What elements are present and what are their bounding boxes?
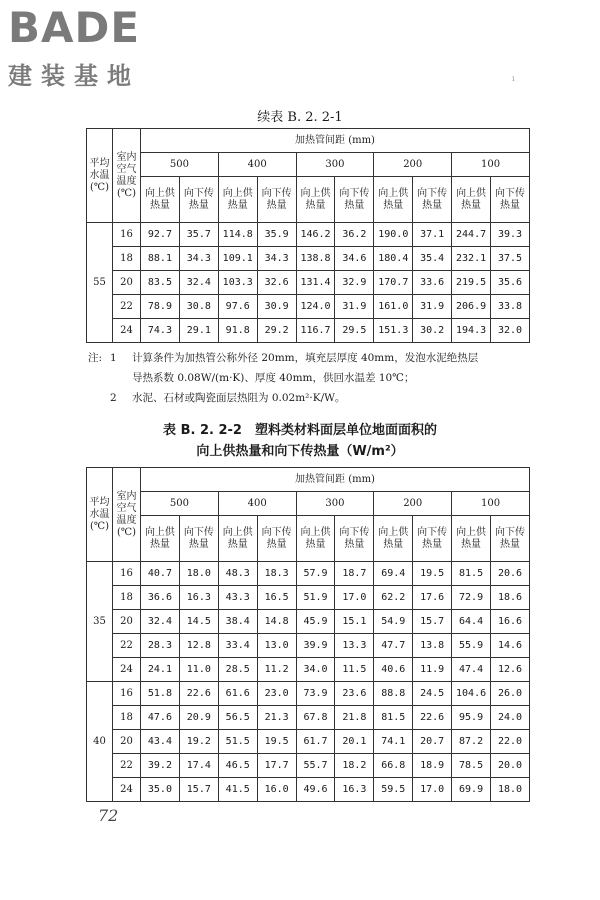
up-heat-cell: 47.7	[374, 634, 413, 658]
header-up-heat: 向上供热量	[374, 177, 413, 223]
up-heat-cell: 69.4	[374, 562, 413, 586]
down-heat-cell: 15.7	[413, 610, 452, 634]
up-heat-cell: 57.9	[296, 562, 335, 586]
up-heat-cell: 91.8	[218, 319, 257, 343]
down-heat-cell: 35.7	[179, 223, 218, 247]
down-heat-cell: 33.6	[413, 271, 452, 295]
up-heat-cell: 73.9	[296, 682, 335, 706]
note-line	[88, 348, 568, 368]
table1-caption: 续表 B. 2. 2-1	[257, 110, 343, 125]
room-temp-cell: 18	[113, 586, 141, 610]
up-heat-cell: 244.7	[452, 223, 491, 247]
up-heat-cell: 131.4	[296, 271, 335, 295]
down-heat-cell: 14.6	[491, 634, 530, 658]
header-down-heat: 向下传热量	[335, 516, 374, 562]
down-heat-cell: 18.6	[491, 586, 530, 610]
down-heat-cell: 37.5	[491, 247, 530, 271]
header-pipe-spacing: 加热管间距 (mm)	[141, 129, 530, 153]
table-row	[87, 295, 530, 319]
header-spacing-400: 400	[218, 492, 296, 516]
down-heat-cell: 13.8	[413, 634, 452, 658]
note-label	[88, 368, 110, 388]
up-heat-cell: 39.9	[296, 634, 335, 658]
down-heat-cell: 34.3	[179, 247, 218, 271]
header-up-heat: 向上供热量	[141, 177, 180, 223]
note-line	[88, 368, 568, 388]
table1-notes	[88, 348, 568, 408]
down-heat-cell: 29.2	[257, 319, 296, 343]
header-up-heat: 向上供热量	[218, 177, 257, 223]
table-row	[87, 319, 530, 343]
margin-mark: ı	[512, 74, 515, 83]
up-heat-cell: 161.0	[374, 295, 413, 319]
up-heat-cell: 190.0	[374, 223, 413, 247]
down-heat-cell: 24.0	[491, 706, 530, 730]
header-spacing-200: 200	[374, 153, 452, 177]
up-heat-cell: 35.0	[141, 778, 180, 802]
up-heat-cell: 151.3	[374, 319, 413, 343]
table-b-2-2-2	[86, 467, 530, 802]
down-heat-cell: 11.0	[179, 658, 218, 682]
down-heat-cell: 19.2	[179, 730, 218, 754]
up-heat-cell: 47.6	[141, 706, 180, 730]
up-heat-cell: 48.3	[218, 562, 257, 586]
table-row	[87, 610, 530, 634]
up-heat-cell: 46.5	[218, 754, 257, 778]
down-heat-cell: 14.8	[257, 610, 296, 634]
header-pipe-spacing: 加热管间距 (mm)	[141, 468, 530, 492]
up-heat-cell: 28.3	[141, 634, 180, 658]
up-heat-cell: 34.0	[296, 658, 335, 682]
up-heat-cell: 104.6	[452, 682, 491, 706]
up-heat-cell: 72.9	[452, 586, 491, 610]
down-heat-cell: 20.6	[491, 562, 530, 586]
note-text: 导热系数 0.08W/(m·K)、厚度 40mm，供回水温差 10℃；	[132, 372, 415, 384]
down-heat-cell: 12.8	[179, 634, 218, 658]
up-heat-cell: 33.4	[218, 634, 257, 658]
note-text: 水泥、石材或陶瓷面层热阻为 0.02m²·K/W。	[132, 392, 346, 404]
logo-wordmark: BADE	[8, 3, 141, 52]
down-heat-cell: 17.6	[413, 586, 452, 610]
down-heat-cell: 22.6	[179, 682, 218, 706]
table-row	[87, 730, 530, 754]
up-heat-cell: 56.5	[218, 706, 257, 730]
up-heat-cell: 28.5	[218, 658, 257, 682]
room-temp-cell: 16	[113, 562, 141, 586]
down-heat-cell: 29.1	[179, 319, 218, 343]
up-heat-cell: 47.4	[452, 658, 491, 682]
down-heat-cell: 18.0	[491, 778, 530, 802]
header-down-heat: 向下传热量	[491, 177, 530, 223]
down-heat-cell: 23.6	[335, 682, 374, 706]
header-down-heat: 向下传热量	[179, 516, 218, 562]
up-heat-cell: 95.9	[452, 706, 491, 730]
down-heat-cell: 18.3	[257, 562, 296, 586]
header-down-heat: 向下传热量	[257, 177, 296, 223]
up-heat-cell: 61.7	[296, 730, 335, 754]
header-spacing-300: 300	[296, 153, 374, 177]
note-label	[88, 388, 110, 408]
room-temp-cell: 22	[113, 634, 141, 658]
up-heat-cell: 114.8	[218, 223, 257, 247]
up-heat-cell: 43.3	[218, 586, 257, 610]
up-heat-cell: 138.8	[296, 247, 335, 271]
up-heat-cell: 81.5	[452, 562, 491, 586]
room-temp-cell: 20	[113, 271, 141, 295]
down-heat-cell: 23.0	[257, 682, 296, 706]
up-heat-cell: 88.1	[141, 247, 180, 271]
room-temp-cell: 24	[113, 778, 141, 802]
up-heat-cell: 116.7	[296, 319, 335, 343]
down-heat-cell: 16.5	[257, 586, 296, 610]
room-temp-cell: 24	[113, 319, 141, 343]
header-up-heat: 向上供热量	[141, 516, 180, 562]
header-up-heat: 向上供热量	[452, 516, 491, 562]
up-heat-cell: 51.9	[296, 586, 335, 610]
table-row	[87, 247, 530, 271]
down-heat-cell: 24.5	[413, 682, 452, 706]
table2-caption-line2: 向上供热量和向下传热量（W/m²）	[196, 444, 404, 459]
up-heat-cell: 39.2	[141, 754, 180, 778]
up-heat-cell: 43.4	[141, 730, 180, 754]
table-row	[87, 682, 530, 706]
down-heat-cell: 17.0	[335, 586, 374, 610]
up-heat-cell: 78.9	[141, 295, 180, 319]
down-heat-cell: 13.0	[257, 634, 296, 658]
down-heat-cell: 18.0	[179, 562, 218, 586]
room-temp-cell: 24	[113, 658, 141, 682]
up-heat-cell: 103.3	[218, 271, 257, 295]
up-heat-cell: 109.1	[218, 247, 257, 271]
up-heat-cell: 92.7	[141, 223, 180, 247]
room-temp-cell: 20	[113, 610, 141, 634]
up-heat-cell: 97.6	[218, 295, 257, 319]
down-heat-cell: 11.5	[335, 658, 374, 682]
table-row	[87, 223, 530, 247]
up-heat-cell: 146.2	[296, 223, 335, 247]
header-room-air-temp: 室内空气温度(℃)	[113, 468, 141, 562]
up-heat-cell: 219.5	[452, 271, 491, 295]
header-spacing-200: 200	[374, 492, 452, 516]
up-heat-cell: 170.7	[374, 271, 413, 295]
header-avg-water-temp: 平均水温(℃)	[87, 129, 113, 223]
up-heat-cell: 66.8	[374, 754, 413, 778]
down-heat-cell: 16.6	[491, 610, 530, 634]
logo-subtitle: 建装基地	[8, 62, 140, 90]
up-heat-cell: 83.5	[141, 271, 180, 295]
down-heat-cell: 15.7	[179, 778, 218, 802]
up-heat-cell: 78.5	[452, 754, 491, 778]
down-heat-cell: 39.3	[491, 223, 530, 247]
header-spacing-400: 400	[218, 153, 296, 177]
down-heat-cell: 17.0	[413, 778, 452, 802]
up-heat-cell: 54.9	[374, 610, 413, 634]
up-heat-cell: 45.9	[296, 610, 335, 634]
header-up-heat: 向上供热量	[296, 177, 335, 223]
up-heat-cell: 74.1	[374, 730, 413, 754]
down-heat-cell: 20.9	[179, 706, 218, 730]
room-temp-cell: 18	[113, 247, 141, 271]
room-temp-cell: 16	[113, 682, 141, 706]
up-heat-cell: 180.4	[374, 247, 413, 271]
note-number: 2	[110, 392, 117, 404]
down-heat-cell: 31.9	[335, 295, 374, 319]
up-heat-cell: 124.0	[296, 295, 335, 319]
down-heat-cell: 32.0	[491, 319, 530, 343]
up-heat-cell: 51.5	[218, 730, 257, 754]
down-heat-cell: 32.9	[335, 271, 374, 295]
header-down-heat: 向下传热量	[413, 516, 452, 562]
note-label: 注:	[88, 352, 103, 364]
down-heat-cell: 18.9	[413, 754, 452, 778]
table-row	[87, 562, 530, 586]
header-up-heat: 向上供热量	[296, 516, 335, 562]
table2-caption-line1: 表 B. 2. 2-2 塑料类材料面层单位地面面积的	[163, 423, 437, 438]
down-heat-cell: 30.9	[257, 295, 296, 319]
down-heat-cell: 31.9	[413, 295, 452, 319]
header-room-air-temp: 室内空气温度(℃)	[113, 129, 141, 223]
avg-water-temp-cell: 55	[87, 223, 113, 343]
page-number: 72	[98, 806, 119, 825]
up-heat-cell: 81.5	[374, 706, 413, 730]
header-spacing-500: 500	[141, 492, 219, 516]
header-spacing-300: 300	[296, 492, 374, 516]
avg-water-temp-cell: 35	[87, 562, 113, 682]
down-heat-cell: 21.8	[335, 706, 374, 730]
note-line	[88, 388, 568, 408]
table-b-2-2-1-continued	[86, 128, 530, 343]
down-heat-cell: 36.2	[335, 223, 374, 247]
up-heat-cell: 49.6	[296, 778, 335, 802]
down-heat-cell: 11.2	[257, 658, 296, 682]
header-down-heat: 向下传热量	[179, 177, 218, 223]
up-heat-cell: 38.4	[218, 610, 257, 634]
table-row	[87, 658, 530, 682]
up-heat-cell: 51.8	[141, 682, 180, 706]
up-heat-cell: 74.3	[141, 319, 180, 343]
down-heat-cell: 19.5	[413, 562, 452, 586]
bade-logo	[8, 3, 141, 91]
up-heat-cell: 41.5	[218, 778, 257, 802]
down-heat-cell: 16.3	[335, 778, 374, 802]
down-heat-cell: 20.0	[491, 754, 530, 778]
room-temp-cell: 20	[113, 730, 141, 754]
table-row	[87, 586, 530, 610]
down-heat-cell: 14.5	[179, 610, 218, 634]
down-heat-cell: 32.6	[257, 271, 296, 295]
up-heat-cell: 67.8	[296, 706, 335, 730]
room-temp-cell: 22	[113, 754, 141, 778]
avg-water-temp-cell: 40	[87, 682, 113, 802]
up-heat-cell: 55.7	[296, 754, 335, 778]
down-heat-cell: 17.4	[179, 754, 218, 778]
down-heat-cell: 15.1	[335, 610, 374, 634]
up-heat-cell: 194.3	[452, 319, 491, 343]
up-heat-cell: 232.1	[452, 247, 491, 271]
up-heat-cell: 88.8	[374, 682, 413, 706]
up-heat-cell: 69.9	[452, 778, 491, 802]
down-heat-cell: 22.0	[491, 730, 530, 754]
table-row	[87, 271, 530, 295]
down-heat-cell: 30.8	[179, 295, 218, 319]
down-heat-cell: 34.6	[335, 247, 374, 271]
up-heat-cell: 64.4	[452, 610, 491, 634]
down-heat-cell: 20.1	[335, 730, 374, 754]
down-heat-cell: 12.6	[491, 658, 530, 682]
up-heat-cell: 61.6	[218, 682, 257, 706]
down-heat-cell: 21.3	[257, 706, 296, 730]
note-number	[110, 368, 132, 388]
down-heat-cell: 37.1	[413, 223, 452, 247]
down-heat-cell: 13.3	[335, 634, 374, 658]
header-down-heat: 向下传热量	[413, 177, 452, 223]
up-heat-cell: 87.2	[452, 730, 491, 754]
down-heat-cell: 19.5	[257, 730, 296, 754]
header-spacing-500: 500	[141, 153, 219, 177]
down-heat-cell: 18.7	[335, 562, 374, 586]
down-heat-cell: 16.0	[257, 778, 296, 802]
note-text: 计算条件为加热管公称外径 20mm，填充层厚度 40mm，发泡水泥绝热层	[132, 352, 479, 364]
up-heat-cell: 55.9	[452, 634, 491, 658]
table-row	[87, 754, 530, 778]
down-heat-cell: 20.7	[413, 730, 452, 754]
down-heat-cell: 33.8	[491, 295, 530, 319]
up-heat-cell: 62.2	[374, 586, 413, 610]
up-heat-cell: 32.4	[141, 610, 180, 634]
header-avg-water-temp: 平均水温(℃)	[87, 468, 113, 562]
header-up-heat: 向上供热量	[218, 516, 257, 562]
down-heat-cell: 32.4	[179, 271, 218, 295]
down-heat-cell: 17.7	[257, 754, 296, 778]
header-up-heat: 向上供热量	[374, 516, 413, 562]
down-heat-cell: 16.3	[179, 586, 218, 610]
table-row	[87, 634, 530, 658]
room-temp-cell: 22	[113, 295, 141, 319]
down-heat-cell: 35.6	[491, 271, 530, 295]
up-heat-cell: 59.5	[374, 778, 413, 802]
down-heat-cell: 26.0	[491, 682, 530, 706]
up-heat-cell: 40.7	[141, 562, 180, 586]
header-down-heat: 向下传热量	[335, 177, 374, 223]
down-heat-cell: 22.6	[413, 706, 452, 730]
table-row	[87, 706, 530, 730]
header-down-heat: 向下传热量	[257, 516, 296, 562]
down-heat-cell: 34.3	[257, 247, 296, 271]
header-spacing-100: 100	[452, 153, 530, 177]
up-heat-cell: 206.9	[452, 295, 491, 319]
down-heat-cell: 35.9	[257, 223, 296, 247]
header-up-heat: 向上供热量	[452, 177, 491, 223]
down-heat-cell: 29.5	[335, 319, 374, 343]
down-heat-cell: 30.2	[413, 319, 452, 343]
note-number: 1	[110, 352, 117, 364]
down-heat-cell: 18.2	[335, 754, 374, 778]
header-down-heat: 向下传热量	[491, 516, 530, 562]
down-heat-cell: 35.4	[413, 247, 452, 271]
down-heat-cell: 11.9	[413, 658, 452, 682]
up-heat-cell: 36.6	[141, 586, 180, 610]
up-heat-cell: 24.1	[141, 658, 180, 682]
header-spacing-100: 100	[452, 492, 530, 516]
table-row	[87, 778, 530, 802]
room-temp-cell: 16	[113, 223, 141, 247]
room-temp-cell: 18	[113, 706, 141, 730]
up-heat-cell: 40.6	[374, 658, 413, 682]
